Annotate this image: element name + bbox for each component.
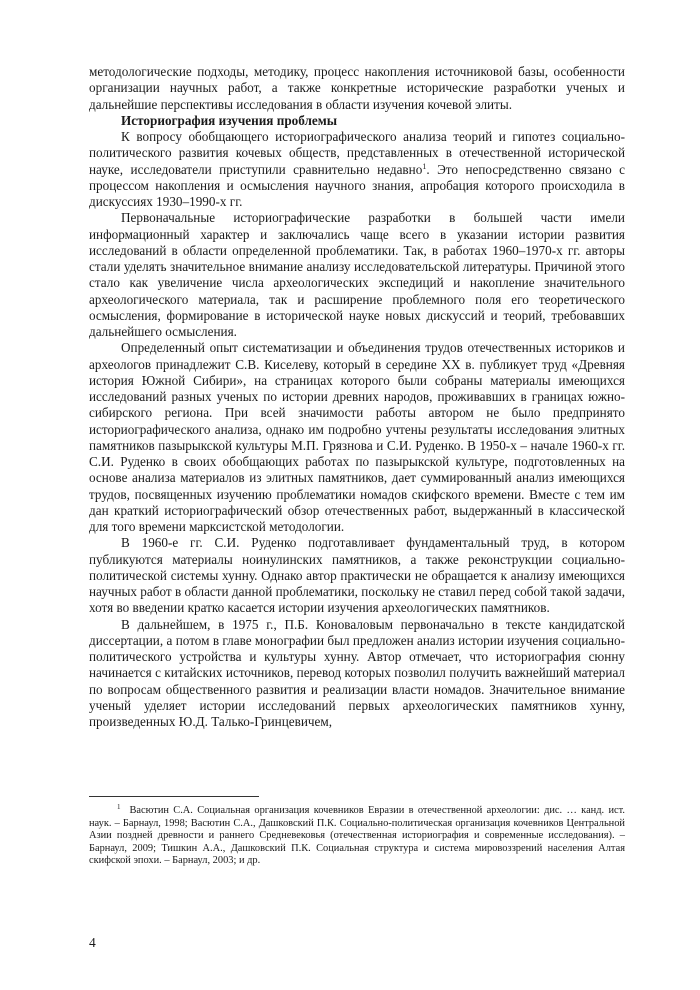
footnote-text: Васютин С.А. Социальная организация кочевников Евразии в отечественной археологии: дис. … канд. ист. наук. – Барнаул, 1998; Васютин С.А., Дашковский П.К. Социально-политическая организация кочевников Центральной Азии поздней древности и раннего Средневековья (отечественная историография и современные исследования). – Барнаул, 2009; Тишкин А.А., Дашковский П.К. Социальная структура и система мировоззрений населения Алтая скифской эпохи. – Барнаул, 2003; и др.	[89, 805, 625, 867]
footnote-number: 1	[117, 803, 121, 811]
footnote-separator	[89, 796, 259, 797]
paragraph-1-text-a: К вопросу обобщающего историографического анализа теорий и гипотез социально-политического развития кочевых обществ, представленных в отечественной исторической науке, исследователи приступили сравнительно недавно	[89, 129, 625, 177]
footnote	[89, 805, 625, 868]
paragraph-1-text-b: . Это непосредственно связано с процессом накопления и осмысления научного знания, апробация которого происходила в дискуссиях 1930–1990-х гг.	[89, 161, 626, 209]
paragraph-3: Определенный опыт систематизации и объединения трудов отечественных историков и археологов принадлежит С.В. Киселеву, который в середине XX в. публикует труд «Древняя история Южной Сибири», на страницах которого были собраны материалы имеющихся исследований разных ученых по истории древних народов, проживавших в границах южно-сибирского региона. При всей значимости работы автором не было предпринято историографического анализа, однако им подробно учтены результаты исследования элитных памятников пазырыкской культуры М.П. Грязнова и С.И. Руденко. В 1950-х – начале 1960-х гг. С.И. Руденко в своих обобщающих работах по пазырыкской культуре, подготовленных на основе анализа материалов из элитных памятников, дает суммированный анализ имеющихся трудов, посвященных изучению проблематики номадов скифского времени. Вместе с тем им дан краткий историографический обзор отечественных работ, выдержанный в классической для того времени марксистской методологии.	[89, 340, 625, 534]
main-text	[89, 64, 625, 730]
paragraph-5: В дальнейшем, в 1975 г., П.Б. Коноваловым первоначально в тексте кандидатской диссертации, а потом в главе монографии был предложен анализ истории изучения социально-политического устройства и культуры хунну. Автор отмечает, что историография сюнну начинается с китайских источников, перевод которых позволил получить важнейший материал по вопросам общественного развития и реализации власти номадов. Значительное внимание ученый уделяет истории исследований первых археологических памятников хунну, произведенных Ю.Д. Талько-Гринцевичем,	[89, 616, 625, 729]
paragraph-4: В 1960-е гг. С.И. Руденко подготавливает фундаментальный труд, в котором публикуются материалы ноинулинских памятников, а также реконструкции социально-политической системы хунну. Однако автор практически не обращается к анализу имеющихся научных работ в области данной проблематики, поскольку не ставил перед собой такой задачи, хотя во введении кратко касается истории изучения археологических памятников.	[89, 535, 625, 616]
paragraph-1	[89, 129, 625, 210]
paragraph-2: Первоначальные историографические разработки в большей части имели информационный характер и заключались чаще всего в указании истории развития исследований в области определенной проблематики. Так, в работах 1960–1970-х гг. авторы стали уделять значительное внимание анализу исследовательской литературы. Причиной этого стало как увеличение числа археологических экспедиций и накопление значительного археологического материала, так и расширение проблемного поля его теоретического осмысления, формирование в исторической науке новых дискуссий и теорий, требовавших дальнейшего осмысления.	[89, 210, 625, 339]
page-number: 4	[89, 935, 96, 950]
footnote-reference[interactable]: 1	[422, 161, 427, 171]
paragraph-intro: методологические подходы, методику, процесс накопления источниковой базы, особенности организации научных работ, а также конкретные исторические разработки ученых и дальнейшие перспективы исследования в области изучения кочевой элиты.	[89, 64, 625, 112]
section-heading: Историография изучения проблемы	[121, 112, 338, 128]
